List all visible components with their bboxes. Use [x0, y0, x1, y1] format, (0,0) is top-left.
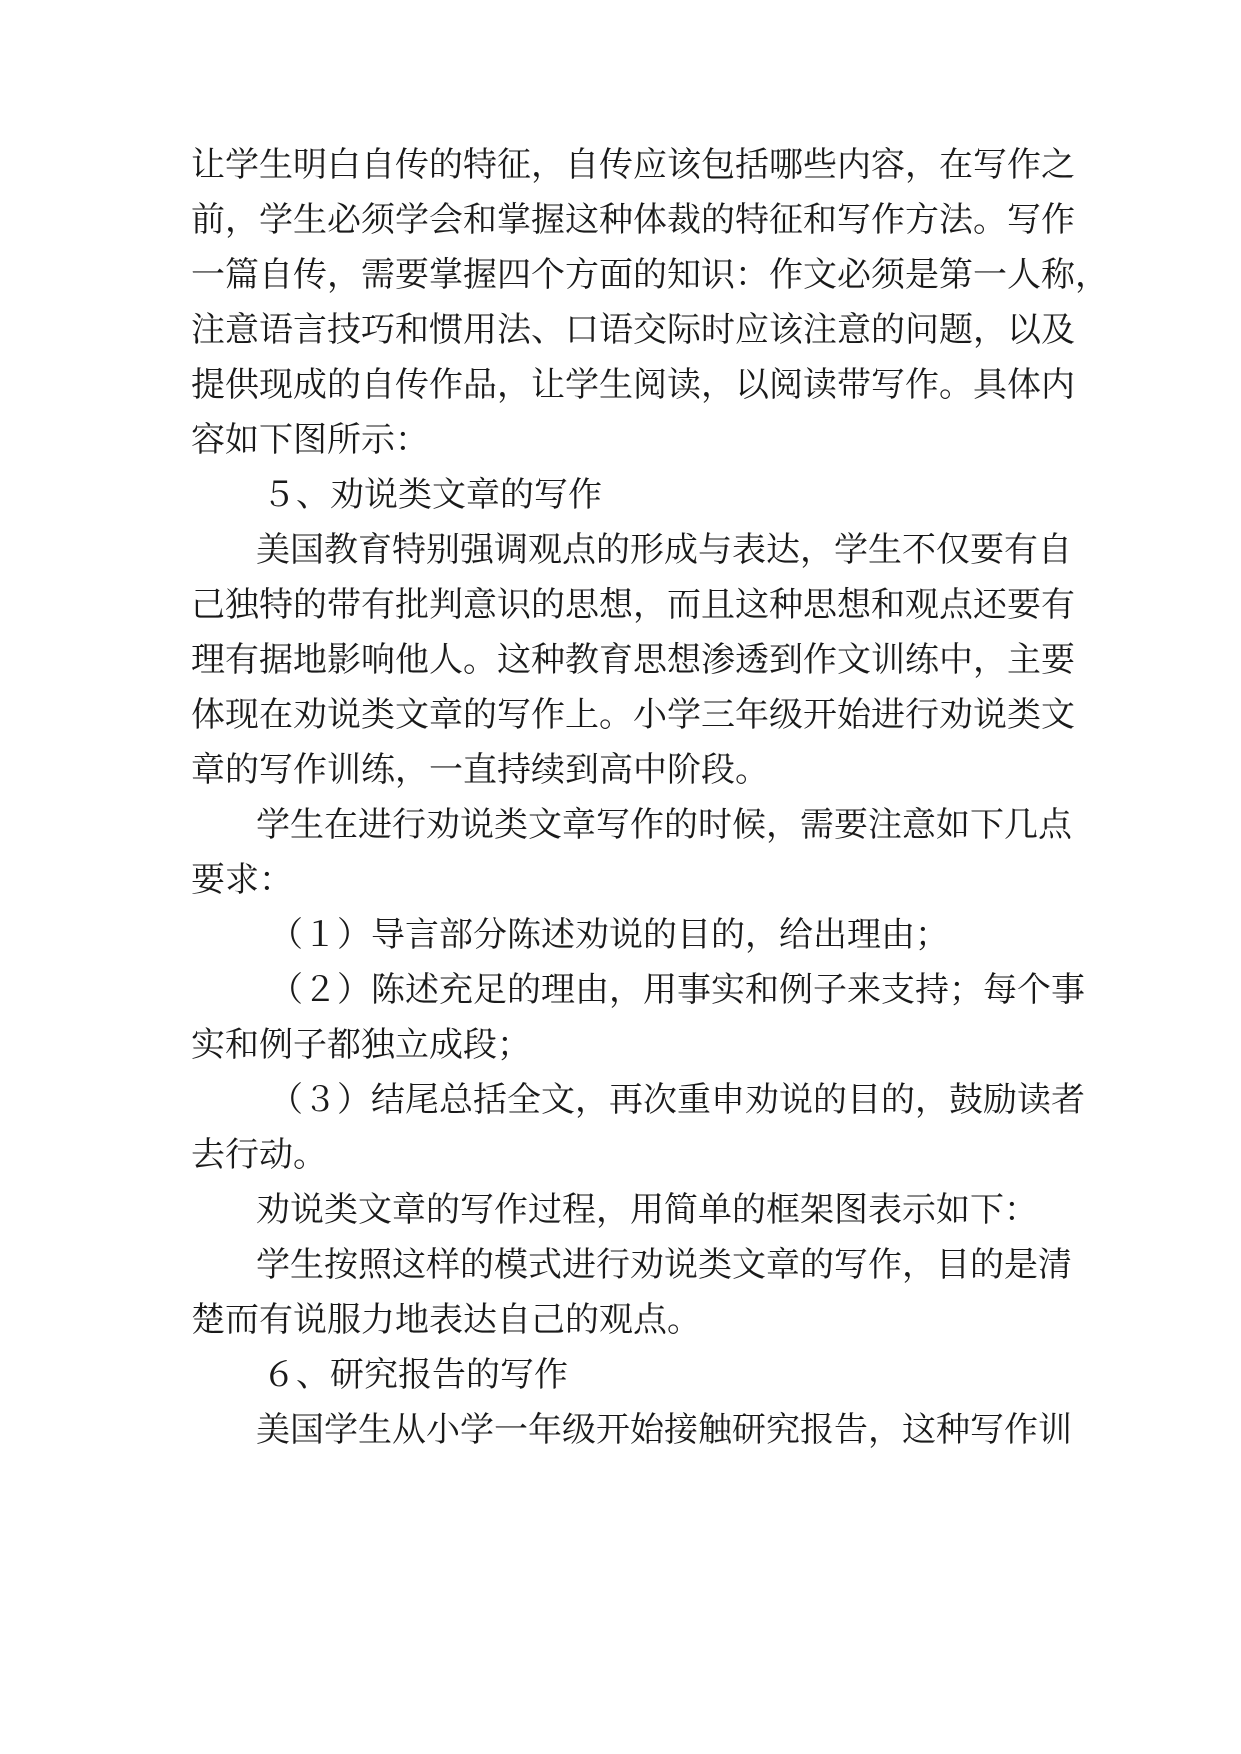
paragraph-line: 注意语言技巧和惯用法、口语交际时应该注意的问题，以及 — [191, 310, 1075, 350]
paragraph-line: 体现在劝说类文章的写作上。小学三年级开始进行劝说类文 — [191, 695, 1075, 735]
paragraph-line: 要求： — [191, 860, 293, 900]
paragraph-line: 前，学生必须学会和掌握这种体裁的特征和写作方法。写作 — [191, 200, 1075, 240]
paragraph-line: 学生按照这样的模式进行劝说类文章的写作，目的是清 — [256, 1245, 1072, 1285]
paragraph-line: 章的写作训练，一直持续到高中阶段。 — [191, 750, 769, 790]
paragraph-line: 提供现成的自传作品，让学生阅读，以阅读带写作。具体内 — [191, 365, 1075, 405]
paragraph-line: 楚而有说服力地表达自己的观点。 — [191, 1300, 701, 1340]
section-heading: ５、劝说类文章的写作 — [262, 475, 602, 515]
paragraph-line: 理有据地影响他人。这种教育思想渗透到作文训练中，主要 — [191, 640, 1075, 680]
paragraph-line: 实和例子都独立成段； — [191, 1025, 531, 1065]
list-item: （２）陈述充足的理由，用事实和例子来支持；每个事 — [269, 970, 1085, 1010]
list-item: （３）结尾总括全文，再次重申劝说的目的，鼓励读者 — [269, 1080, 1085, 1120]
paragraph-line: 让学生明白自传的特征，自传应该包括哪些内容，在写作之 — [191, 145, 1075, 185]
paragraph-line: 己独特的带有批判意识的思想，而且这种思想和观点还要有 — [191, 585, 1075, 625]
paragraph-line: 美国学生从小学一年级开始接触研究报告，这种写作训 — [256, 1410, 1072, 1450]
paragraph-line: 学生在进行劝说类文章写作的时候，需要注意如下几点 — [256, 805, 1072, 845]
paragraph-line: 去行动。 — [191, 1135, 327, 1175]
paragraph-line: 美国教育特别强调观点的形成与表达，学生不仅要有自 — [256, 530, 1072, 570]
paragraph-line: 容如下图所示： — [191, 420, 429, 460]
paragraph-line: 劝说类文章的写作过程，用简单的框架图表示如下： — [256, 1190, 1038, 1230]
paragraph-line: 一篇自传，需要掌握四个方面的知识：作文必须是第一人称， — [191, 255, 1109, 295]
list-item: （１）导言部分陈述劝说的目的，给出理由； — [269, 915, 949, 955]
section-heading: ６、研究报告的写作 — [262, 1355, 568, 1395]
